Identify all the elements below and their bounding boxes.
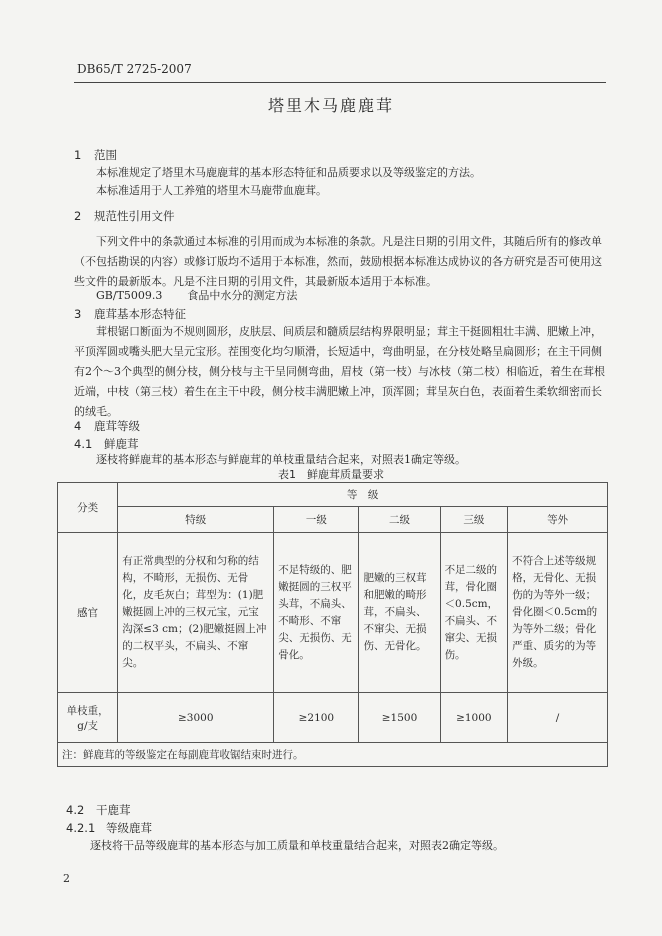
document-title: 塔里木马鹿鹿茸 — [267, 96, 394, 115]
weight-first: ≥2100 — [274, 693, 359, 743]
grade-outside: 等外 — [508, 507, 608, 533]
header-grade: 等 级 — [118, 483, 608, 507]
section-4-1-para-1: 逐枝将鲜鹿茸的基本形态与鲜鹿茸的单枝重量结合起来，对照表1确定等级。 — [96, 453, 466, 466]
sensory-first: 不足特级的、肥嫩挺圆的三权平头茸，不扁头、不畸形、不窜尖、无损伤、无骨化。 — [274, 533, 359, 693]
grade-third: 三级 — [440, 507, 508, 533]
section-4-2-heading: 4.2 干鹿茸 — [66, 803, 131, 817]
grade-special: 特级 — [118, 507, 274, 533]
sensory-special: 有正常典型的分权和匀称的结构，不畸形，无损伤、无骨化，皮毛灰白；茸型为：(1)肥嫩挺圆上冲的三权元宝，元宝沟深≤3 cm；(2)肥嫩挺圆上冲的二权平头，不扁头、不窜尖。 — [118, 533, 274, 693]
reference-code: GB/T5009.3 — [96, 289, 163, 302]
grade-first: 一级 — [274, 507, 359, 533]
section-1-para-1: 本标准规定了塔里木马鹿鹿茸的基本形态特征和品质要求以及等级鉴定的方法。 — [96, 166, 481, 179]
page-number: 2 — [63, 872, 70, 885]
weight-third: ≥1000 — [440, 693, 508, 743]
table-note: 注：鲜鹿茸的等级鉴定在每副鹿茸收锯结束时进行。 — [58, 743, 608, 767]
sensory-outside: 不符合上述等级规格，无骨化、无损伤的为等外一级；骨化圈＜0.5cm的为等外二级；骨化严重、质劣的为等外级。 — [508, 533, 608, 693]
section-3-heading: 3 鹿茸基本形态特征 — [74, 307, 186, 321]
section-4-2-1-heading: 4.2.1 等级鹿茸 — [66, 821, 152, 835]
weight-second: ≥1500 — [359, 693, 440, 743]
section-4-2-1-para-1: 逐枝将干品等级鹿茸的基本形态与加工质量和单枝重量结合起来，对照表2确定等级。 — [90, 839, 504, 852]
section-1-para-2: 本标准适用于人工养殖的塔里木马鹿带血鹿茸。 — [96, 184, 327, 197]
weight-special: ≥3000 — [118, 693, 274, 743]
table-1-caption: 表1 鲜鹿茸质量要求 — [278, 468, 384, 481]
section-2-para-1: 下列文件中的条款通过本标准的引用而成为本标准的条款。凡是注日期的引用文件，其随后所有的修改单（不包括勘误的内容）或修订版均不适用于本标准，然而，鼓励根据本标准达成协议的各方研究是否可使用这些文件的最新版本。凡是不注日期的引用文件，其最新版本适用于本标准。 — [74, 235, 602, 288]
row-sensory-label: 感官 — [58, 533, 118, 693]
header-rule — [74, 82, 606, 83]
reference-title: 食品中水分的测定方法 — [187, 289, 298, 302]
section-3-para-1: 茸根锯口断面为不规则圆形，皮肤层、间质层和髓质层结构界限明显；茸主干挺圆粗壮丰满、肥嫩上冲，平顶浑圆或嘴头肥大呈元宝形。茬围变化均匀顺滑，长短适中，弯曲明显，在分枝处略呈扁圆形；在主干同侧有2个～3个典型的侧分枝，侧分枝与主干呈同侧弯曲，眉枝（第一枝）与冰枝（第二枝）相临近，着生在茸根近端，中枝（第三枝）着生在主干中段，侧分枝丰满肥嫩上冲，顶浑圆；茸呈灰白色，表面着生柔软细密而长的绒毛。 — [74, 325, 605, 418]
table-1-fresh-antler-grades — [57, 482, 608, 767]
row-weight-label: 单枝重，g/支 — [58, 693, 118, 743]
section-4-heading: 4 鹿茸等级 — [74, 419, 140, 433]
sensory-third: 不足二级的茸，骨化圈＜0.5cm，不扁头、不窜尖、无损伤。 — [440, 533, 508, 693]
section-2-heading: 2 规范性引用文件 — [74, 209, 175, 223]
section-4-1-heading: 4.1 鲜鹿茸 — [74, 437, 139, 451]
sensory-second: 肥嫩的三权茸和肥嫩的畸形茸，不扁头、不窜尖、无损伤、无骨化。 — [359, 533, 440, 693]
section-1-heading: 1 范围 — [74, 148, 117, 162]
header-category: 分类 — [58, 483, 118, 533]
weight-outside: / — [508, 693, 608, 743]
standard-code: DB65/T 2725-2007 — [77, 62, 192, 76]
grade-second: 二级 — [359, 507, 440, 533]
normative-reference — [96, 286, 297, 306]
